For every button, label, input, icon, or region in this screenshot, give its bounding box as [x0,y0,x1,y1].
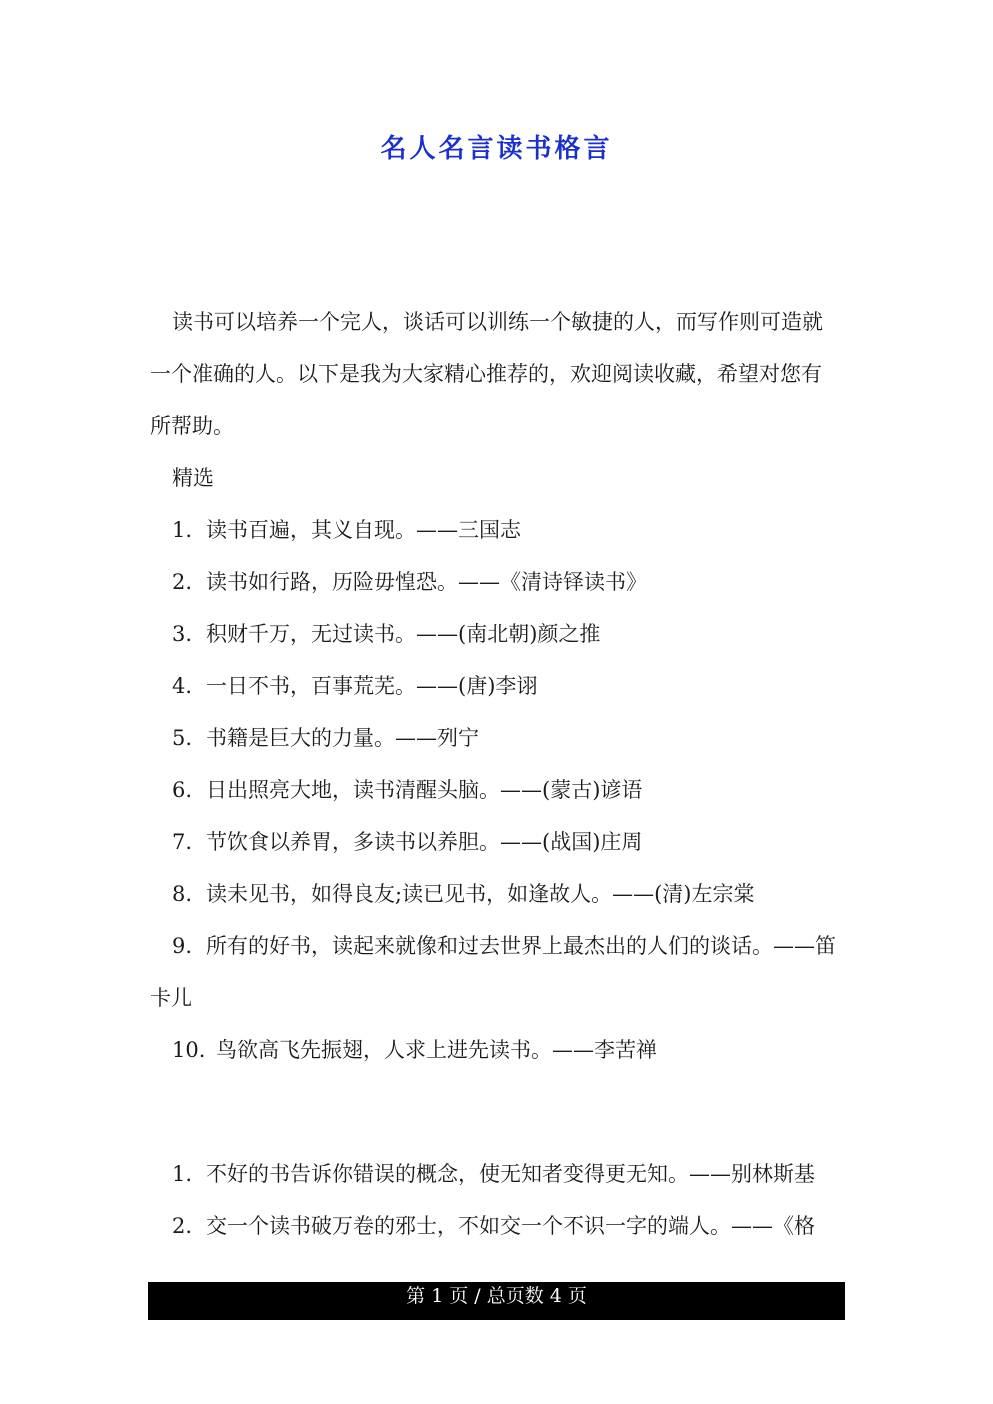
quote-number: 10. [172,1038,206,1062]
list-item [150,1148,840,1200]
quote-text: 不好的书告诉你错误的概念，使无知者变得更无知。——别林斯基 [206,1162,815,1186]
footer-page-prefix: 第 [406,1285,426,1307]
footer-page-total: 4 [549,1285,562,1307]
quote-number: 2. [172,1214,193,1238]
document-body [150,296,840,1252]
section-label: 精选 [172,466,214,490]
footer-page-unit: 页 [449,1285,469,1307]
quote-text: 读未见书，如得良友;读已见书，如逢故人。——(清)左宗棠 [206,882,755,906]
quote-text: 读书百遍，其义自现。——三国志 [206,518,521,542]
quote-number: 8. [172,882,193,906]
quote-number: 2. [172,570,193,594]
section-spacer [150,1076,840,1148]
list-item [150,868,840,920]
footer-total-unit: 页 [567,1285,587,1307]
quote-number: 6. [172,778,193,802]
page-footer [148,1282,845,1320]
quote-number: 7. [172,830,193,854]
quote-text: 读书如行路，历险毋惶恐。——《清诗铎读书》 [206,570,647,594]
quote-number: 1. [172,1162,193,1186]
quote-text: 节饮食以养胃，多读书以养胆。——(战国)庄周 [206,830,643,854]
quote-list-selected [150,504,840,1076]
list-item [150,712,840,764]
list-item [150,608,840,660]
quote-number: 3. [172,622,193,646]
quote-text: 一日不书，百事荒芜。——(唐)李诩 [206,674,538,698]
quote-number: 1. [172,518,193,542]
quote-text: 交一个读书破万卷的邪士，不如交一个不识一字的端人。——《格 [206,1214,815,1238]
footer-page-current: 1 [431,1285,444,1307]
footer-total-label: 总页数 [486,1285,544,1307]
list-item [150,816,840,868]
quote-text: 鸟欲高飞先振翅，人求上进先读书。——李苦禅 [216,1038,657,1062]
quote-text: 积财千万，无过读书。——(南北朝)颜之推 [206,622,601,646]
quote-text: 书籍是巨大的力量。——列宁 [206,726,479,750]
list-item [150,1024,840,1076]
quote-text: 所有的好书，读起来就像和过去世界上最杰出的人们的谈话。——笛卡儿 [150,934,836,1010]
quote-list-more [150,1148,840,1252]
footer-separator: / [474,1285,481,1307]
intro-paragraph: 读书可以培养一个完人，谈话可以训练一个敏捷的人，而写作则可造就一个准确的人。以下是我为大家精心推荐的，欢迎阅读收藏，希望对您有所帮助。 [150,310,823,438]
quote-number: 9. [172,934,193,958]
list-item [150,1200,840,1252]
list-item [150,504,840,556]
list-item [150,660,840,712]
quote-number: 4. [172,674,193,698]
list-item [150,764,840,816]
quote-number: 5. [172,726,193,750]
list-item [150,920,840,1024]
list-item [150,556,840,608]
document-title: 名人名言读书格言 [380,134,613,164]
quote-text: 日出照亮大地，读书清醒头脑。——(蒙古)谚语 [206,778,643,802]
